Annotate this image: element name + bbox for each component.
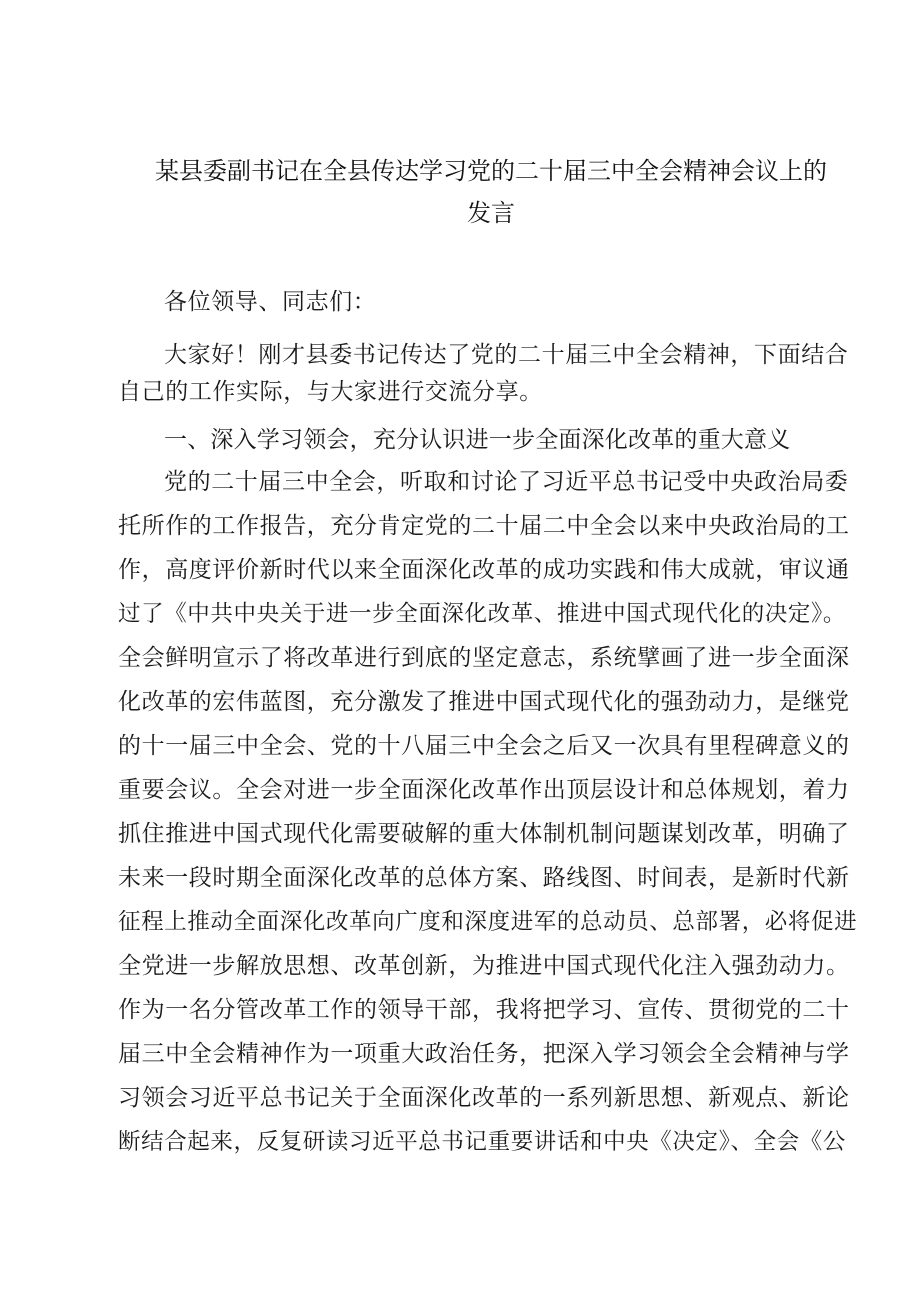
- body-line: 全会鲜明宣示了将改革进行到底的坚定意志，系统擘画了进一步全面深: [118, 645, 850, 671]
- body-line: 托所作的工作报告，充分肯定党的二十届二中全会以来中央政治局的工: [118, 513, 850, 539]
- body-line: 征程上推动全面深化改革向广度和深度进军的总动员、总部署，必将促进: [118, 909, 858, 935]
- body-line: 过了《中共中央关于进一步全面深化改革、推进中国式现代化的决定》。: [118, 601, 846, 627]
- body-line: 全党进一步解放思想、改革创新，为推进中国式现代化注入强劲动力。: [118, 953, 850, 979]
- title-line-2: 发言: [467, 199, 515, 227]
- salutation: 各位领导、同志们：: [164, 289, 377, 315]
- document-title: [118, 150, 864, 234]
- section-heading: 一、深入学习领会，充分认识进一步全面深化改革的重大意义: [164, 427, 791, 453]
- body-line: 习领会习近平总书记关于全面深化改革的一系列新思想、新观点、新论: [118, 1085, 850, 1111]
- body-line: 大家好！刚才县委书记传达了党的二十届三中全会精神，下面结合: [164, 342, 849, 368]
- title-line-1: 某县委副书记在全县传达学习党的二十届三中全会精神会议上的: [155, 157, 827, 185]
- body-line: 届三中全会精神作为一项重大政治任务，把深入学习领会全会精神与学: [118, 1041, 850, 1067]
- body-line: 断结合起来，反复研读习近平总书记重要讲话和中央《决定》、全会《公: [118, 1129, 846, 1155]
- body-line: 作为一名分管改革工作的领导干部，我将把学习、宣传、贯彻党的二十: [118, 997, 850, 1023]
- body-line: 抓住推进中国式现代化需要破解的重大体制机制问题谋划改革，明确了: [118, 821, 850, 847]
- body-line: 化改革的宏伟蓝图，充分激发了推进中国式现代化的强劲动力，是继党: [118, 689, 850, 715]
- body-line: 未来一段时期全面深化改革的总体方案、路线图、时间表，是新时代新: [118, 865, 850, 891]
- body-line: 自己的工作实际，与大家进行交流分享。: [118, 379, 543, 405]
- body-line: 党的二十届三中全会，听取和讨论了习近平总书记受中央政治局委: [164, 469, 849, 495]
- body-line: 重要会议。全会对进一步全面深化改革作出顶层设计和总体规划，着力: [118, 777, 850, 803]
- body-line: 的十一届三中全会、党的十八届三中全会之后又一次具有里程碑意义的: [118, 733, 850, 759]
- body-line: 作，高度评价新时代以来全面深化改革的成功实践和伟大成就，审议通: [118, 557, 850, 583]
